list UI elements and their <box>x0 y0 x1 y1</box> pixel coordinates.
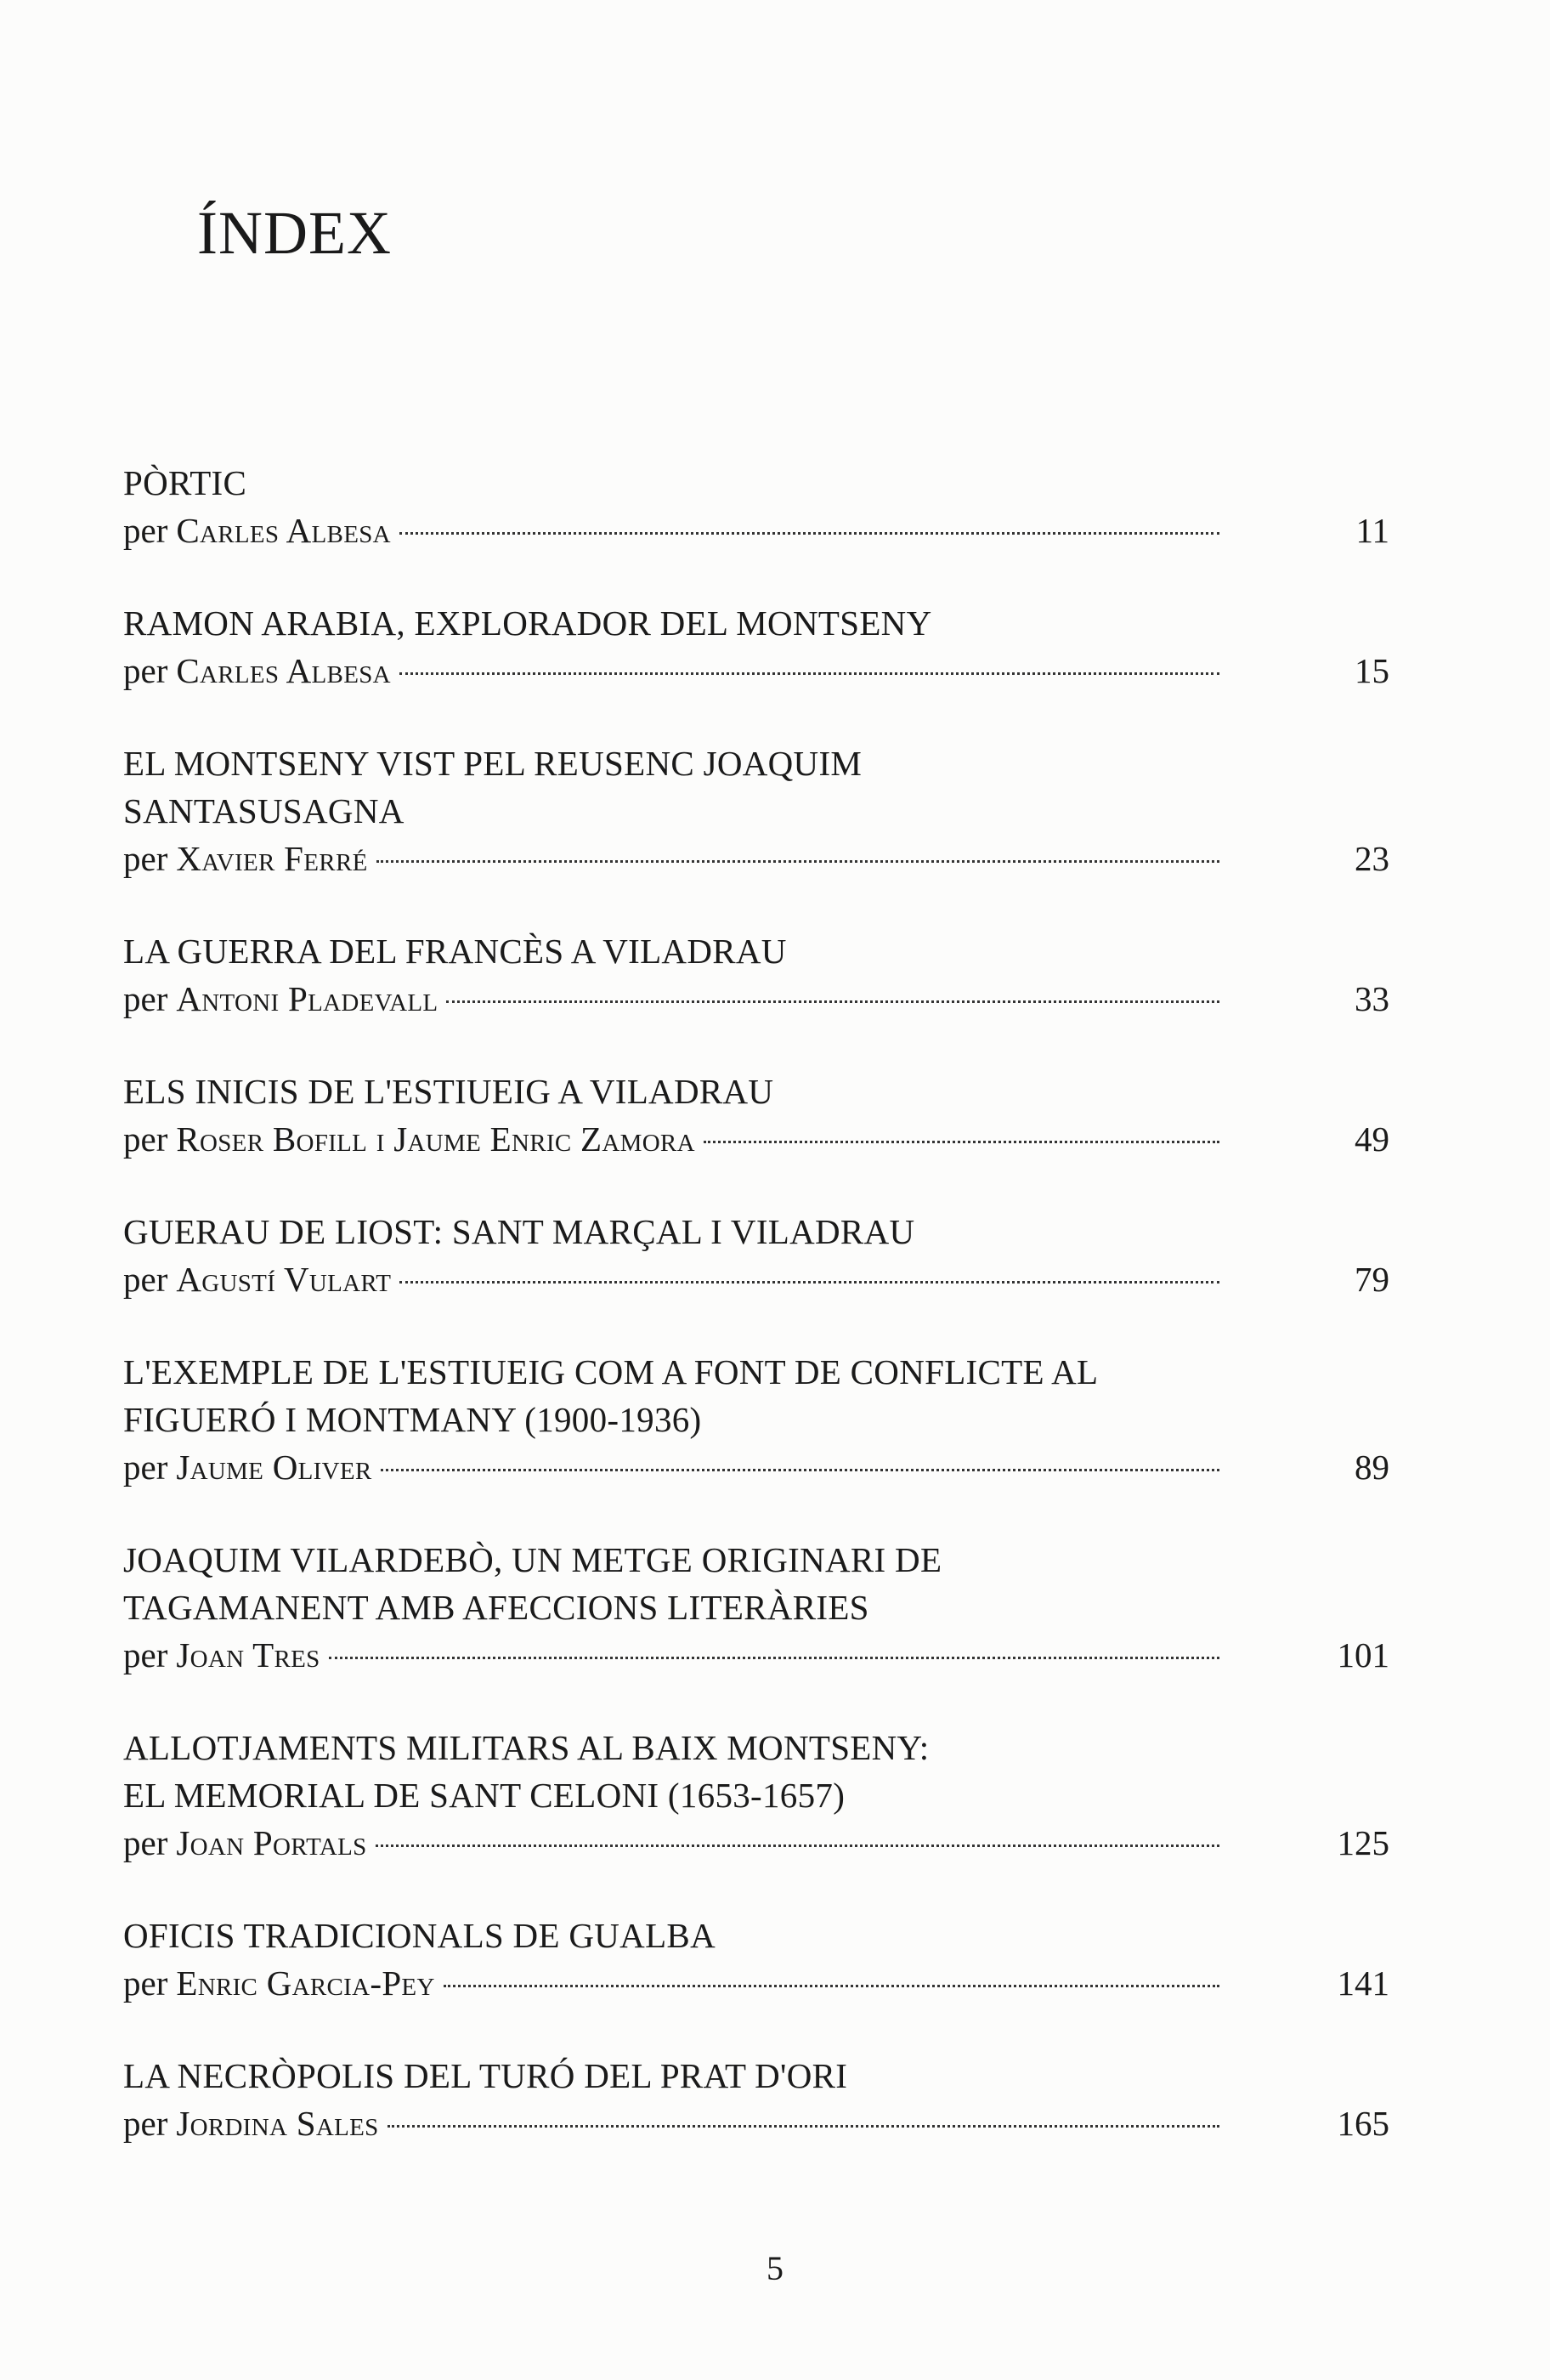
author-name: Carles Albesa <box>176 651 391 690</box>
toc-entry <box>123 1536 1389 1679</box>
author-name: Jordina Sales <box>176 2104 379 2143</box>
author-name: Enric Garcia-Pey <box>176 1964 435 2003</box>
toc-entry <box>123 740 1389 882</box>
byline-prefix: per <box>123 2104 168 2143</box>
byline-prefix: per <box>123 979 168 1018</box>
toc-entry-title-line: SANTASUSAGNA <box>123 791 404 830</box>
dot-leader <box>376 1844 1219 1847</box>
toc-entry-title <box>123 1348 1389 1443</box>
toc-entry-title-line: RAMON ARABIA, EXPLORADOR DEL MONTSENY <box>123 604 932 643</box>
toc-page-number: 79 <box>1355 1260 1389 1299</box>
toc-entry-byline <box>123 2100 1389 2147</box>
toc-entry-byline <box>123 1115 1389 1163</box>
dot-leader <box>399 1281 1219 1284</box>
toc-entry-byline <box>123 835 1389 882</box>
toc-entry-title <box>123 599 1389 647</box>
toc-entry-title-line: LA GUERRA DEL FRANCÈS A VILADRAU <box>123 932 787 971</box>
author-name: Antoni Pladevall <box>176 979 438 1018</box>
toc-entry-title-line: ALLOTJAMENTS MILITARS AL BAIX MONTSENY: <box>123 1728 930 1767</box>
author-name: Joan Tres <box>176 1635 320 1674</box>
toc-page-number: 33 <box>1355 979 1389 1018</box>
toc-entry-byline <box>123 1959 1389 2007</box>
toc-page-number: 11 <box>1355 511 1389 550</box>
dot-leader <box>381 1469 1219 1471</box>
toc-entry <box>123 1724 1389 1867</box>
page-number: 5 <box>767 2249 783 2287</box>
toc-entry <box>123 1208 1389 1303</box>
byline-prefix: per <box>123 1635 168 1674</box>
author-name: Agustí Vulart <box>176 1260 392 1299</box>
toc-entry-title-line: GUERAU DE LIOST: SANT MARÇAL I VILADRAU <box>123 1212 915 1251</box>
toc-entry-title-line: TAGAMANENT AMB AFECCIONS LITERÀRIES <box>123 1588 869 1627</box>
toc-entry <box>123 599 1389 694</box>
dot-leader <box>399 672 1219 675</box>
author-name: Carles Albesa <box>176 511 391 550</box>
author-name: Xavier Ferré <box>176 839 368 878</box>
toc-page-number: 23 <box>1355 839 1389 878</box>
toc-page-number: 89 <box>1355 1448 1389 1487</box>
toc-entry-byline <box>123 1631 1389 1679</box>
toc-entry-title-line: PÒRTIC <box>123 463 247 502</box>
toc-entry-title-line: OFICIS TRADICIONALS DE GUALBA <box>123 1916 716 1955</box>
dot-leader <box>329 1657 1219 1659</box>
toc-entry-byline <box>123 1255 1389 1303</box>
dot-leader <box>704 1141 1219 1143</box>
toc-entry-title <box>123 1536 1389 1631</box>
toc-entry-byline <box>123 975 1389 1023</box>
toc-entry-title <box>123 1068 1389 1115</box>
toc-page-number: 141 <box>1337 1964 1389 2003</box>
toc-entry <box>123 459 1389 554</box>
page-title: ÍNDEX <box>197 199 392 267</box>
toc-page-number: 125 <box>1337 1823 1389 1862</box>
toc-entry-title <box>123 2052 1389 2100</box>
toc-entry-title <box>123 1208 1389 1255</box>
toc-page-number: 165 <box>1337 2104 1389 2143</box>
byline-prefix: per <box>123 839 168 878</box>
dot-leader <box>376 860 1219 863</box>
toc-entry-byline <box>123 647 1389 694</box>
dot-leader <box>446 1000 1219 1003</box>
byline-prefix: per <box>123 1823 168 1862</box>
toc-page-number: 49 <box>1355 1119 1389 1159</box>
toc-page-number: 101 <box>1337 1635 1389 1674</box>
toc-entry-title <box>123 927 1389 975</box>
toc-entry-title-line: FIGUERÓ I MONTMANY (1900-1936) <box>123 1400 702 1439</box>
toc-entry-byline <box>123 1819 1389 1867</box>
toc-entry-title <box>123 1912 1389 1959</box>
toc-entry <box>123 1068 1389 1163</box>
dot-leader <box>444 1985 1219 1987</box>
author-name: Joan Portals <box>176 1823 367 1862</box>
byline-prefix: per <box>123 1119 168 1159</box>
toc-entry-title <box>123 1724 1389 1819</box>
toc-entry-title <box>123 459 1389 507</box>
byline-prefix: per <box>123 1260 168 1299</box>
dot-leader <box>388 2125 1219 2128</box>
toc-entry-title-line: EL MEMORIAL DE SANT CELONI (1653-1657) <box>123 1776 846 1815</box>
table-of-contents <box>123 459 1389 2192</box>
toc-entry-title-line: JOAQUIM VILARDEBÒ, UN METGE ORIGINARI DE <box>123 1540 942 1579</box>
byline-prefix: per <box>123 1964 168 2003</box>
author-name: Roser Bofill i Jaume Enric Zamora <box>176 1119 695 1159</box>
dot-leader <box>399 532 1219 535</box>
toc-entry <box>123 2052 1389 2147</box>
toc-entry-title-line: EL MONTSENY VIST PEL REUSENC JOAQUIM <box>123 744 863 783</box>
toc-entry <box>123 927 1389 1023</box>
toc-page-number: 15 <box>1355 651 1389 690</box>
toc-entry-title-line: LA NECRÒPOLIS DEL TURÓ DEL PRAT D'ORI <box>123 2056 848 2095</box>
toc-entry-byline <box>123 507 1389 554</box>
toc-entry-title-line: L'EXEMPLE DE L'ESTIUEIG COM A FONT DE CONFLICTE AL <box>123 1352 1099 1391</box>
author-name: Jaume Oliver <box>176 1448 372 1487</box>
toc-entry <box>123 1912 1389 2007</box>
byline-prefix: per <box>123 1448 168 1487</box>
toc-entry-byline <box>123 1443 1389 1491</box>
byline-prefix: per <box>123 511 168 550</box>
toc-entry <box>123 1348 1389 1491</box>
byline-prefix: per <box>123 651 168 690</box>
toc-entry-title <box>123 740 1389 835</box>
toc-entry-title-line: ELS INICIS DE L'ESTIUEIG A VILADRAU <box>123 1072 774 1111</box>
